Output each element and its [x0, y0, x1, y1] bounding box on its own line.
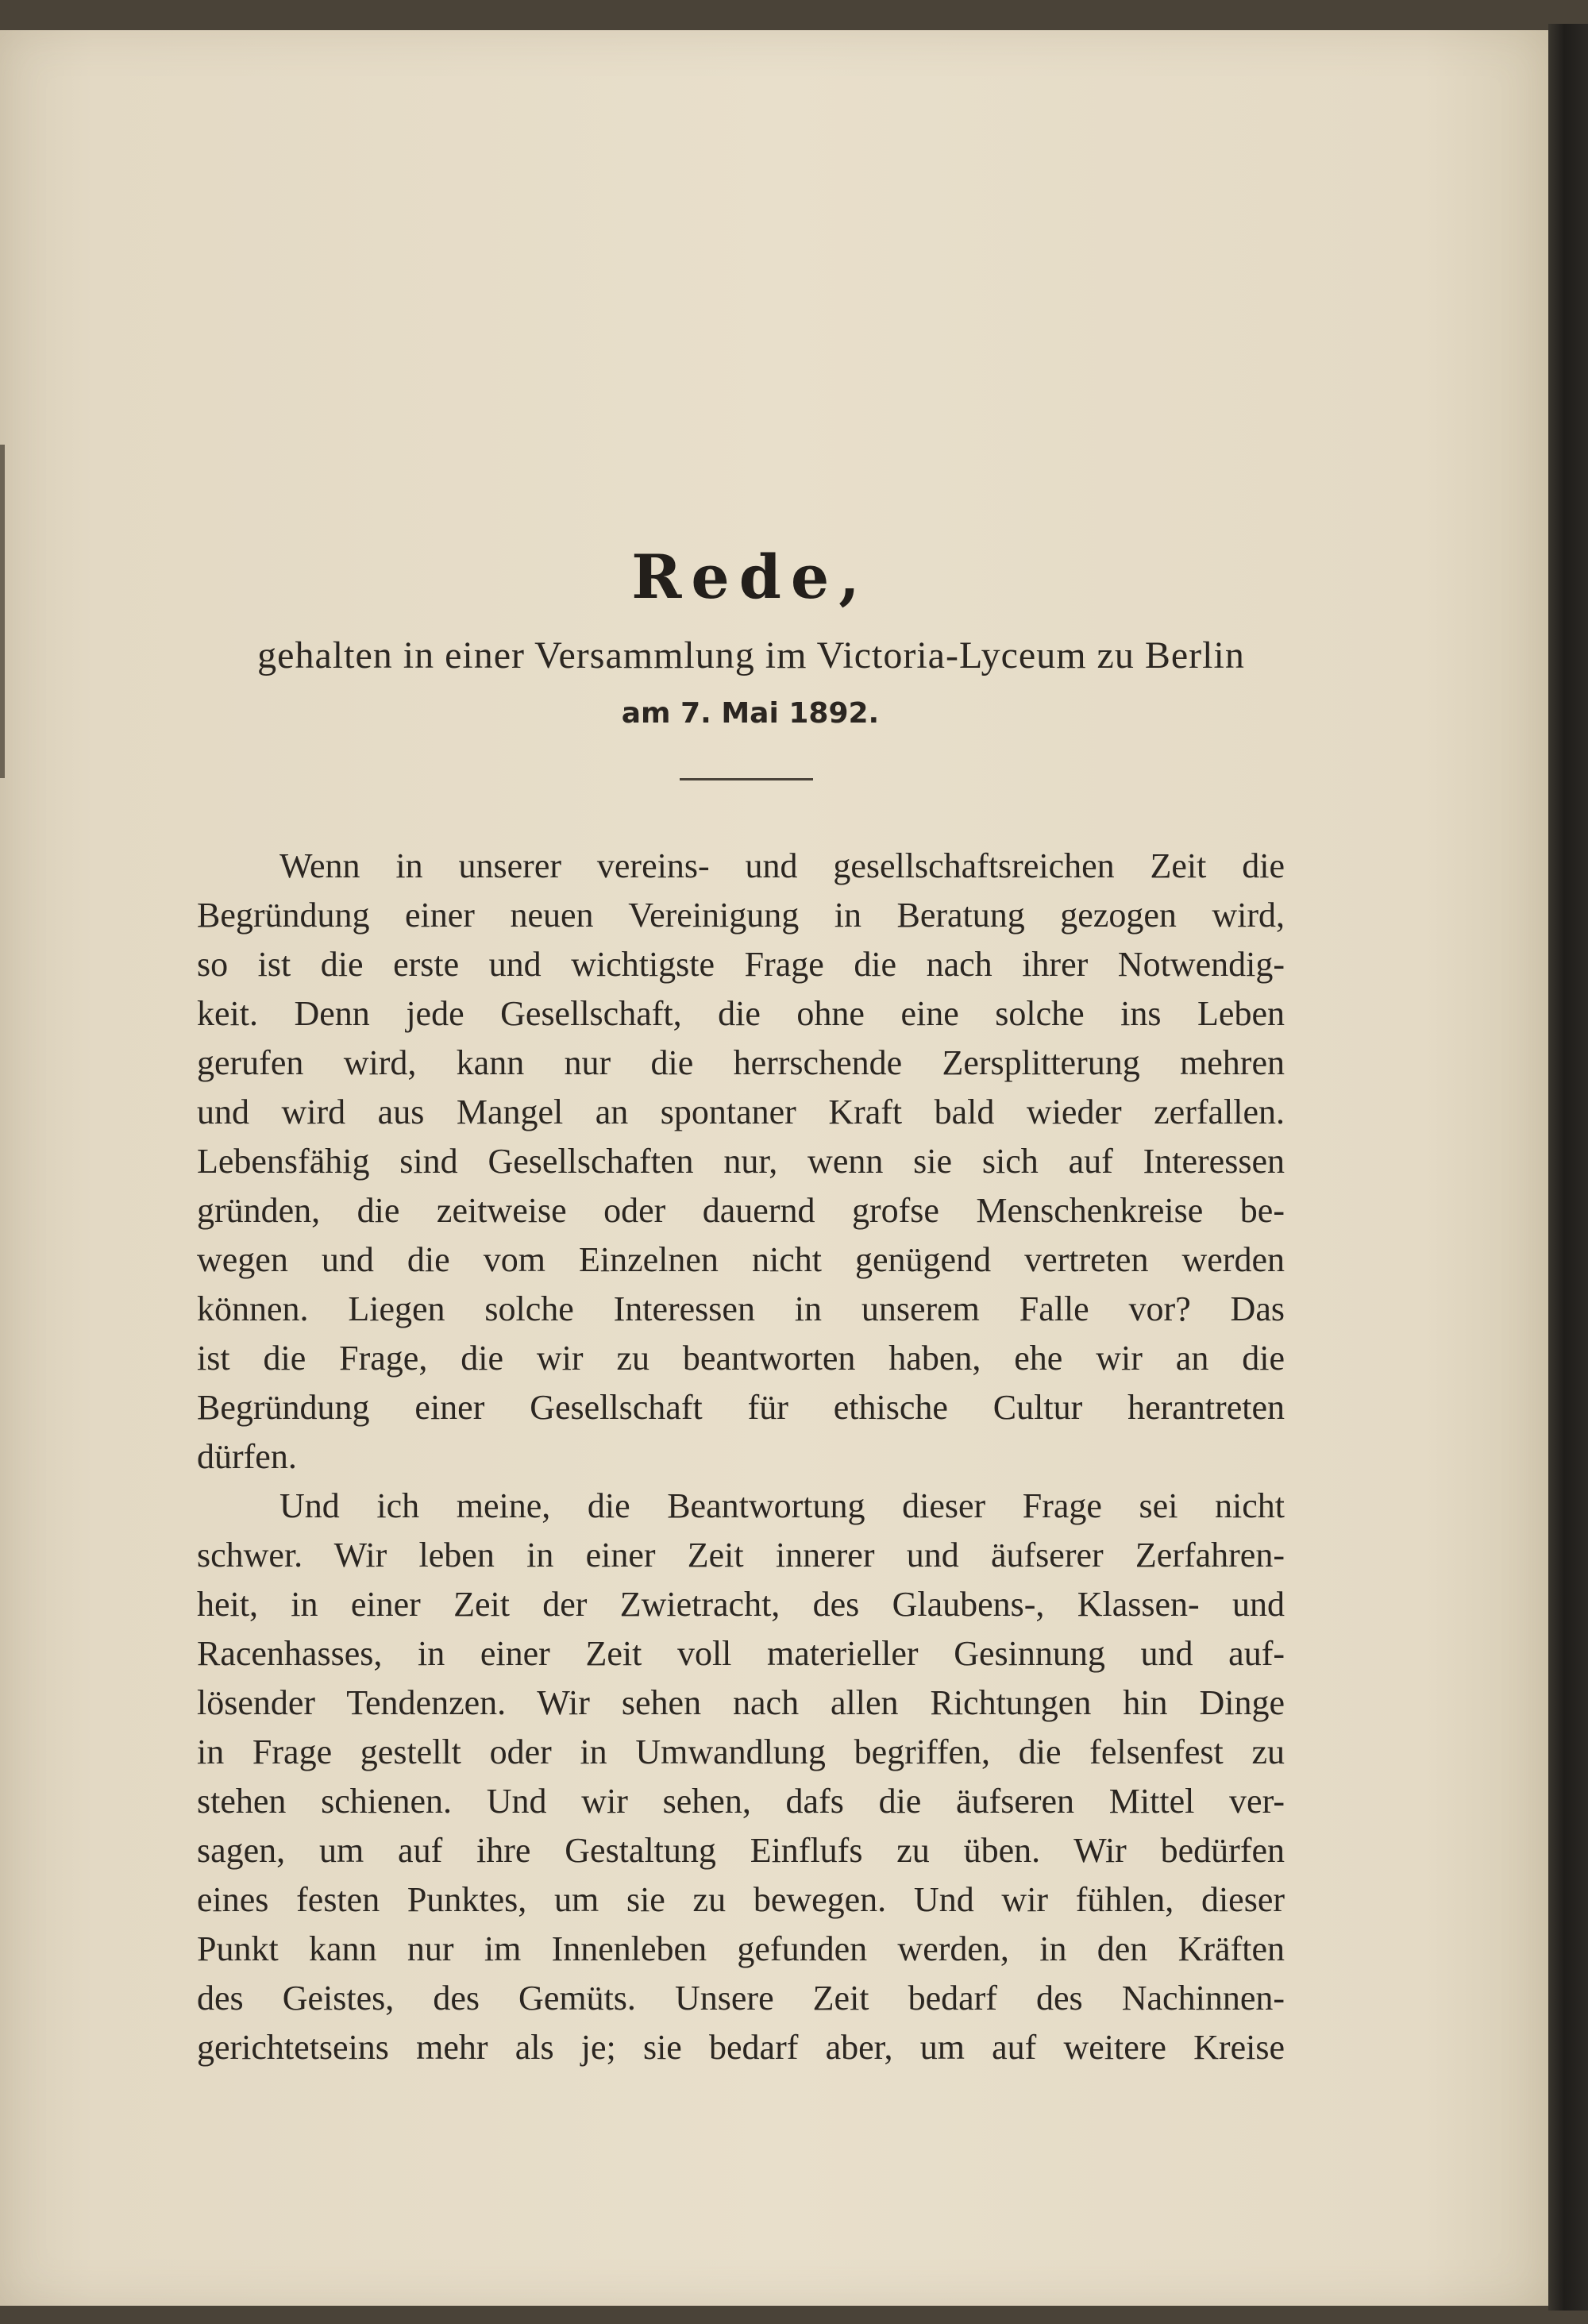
text-line: gerichtetseins mehr als je; sie bedarf aber, um auf weitere Kreise	[197, 2028, 1285, 2067]
paragraph-1	[197, 842, 1285, 1482]
text-line: Lebensfähig sind Gesellschaften nur, wenn sie sich auf Interessen	[197, 1142, 1285, 1181]
text-line: können. Liegen solche Interessen in unserem Falle vor? Das	[197, 1289, 1285, 1328]
text-line: in Frage gestellt oder in Umwandlung begriffen, die felsenfest zu	[197, 1732, 1285, 1771]
text-line: so ist die erste und wichtigste Frage die nach ihrer Notwendig-	[197, 945, 1285, 984]
text-line: und wird aus Mangel an spontaner Kraft bald wieder zerfallen.	[197, 1093, 1285, 1131]
page-title: Rede,	[631, 541, 869, 612]
text-line: Racenhasses, in einer Zeit voll materieller Gesinnung und auf-	[197, 1634, 1285, 1673]
text-line: keit. Denn jede Gesellschaft, die ohne eine solche ins Leben	[197, 994, 1285, 1033]
body-text	[197, 842, 1285, 2072]
text-line: heit, in einer Zeit der Zwietracht, des Glaubens-, Klassen- und	[197, 1585, 1285, 1624]
divider-rule	[680, 778, 813, 780]
page-subtitle: gehalten in einer Versammlung im Victoria-Lyceum zu Berlin	[257, 634, 1245, 676]
text-line: Und ich meine, die Beantwortung dieser Frage sei nicht	[279, 1486, 1285, 1525]
text-line: sagen, um auf ihre Gestaltung Einflufs zu üben. Wir bedürfen	[197, 1831, 1285, 1870]
text-line: gerufen wird, kann nur die herrschende Zersplitterung mehren	[197, 1043, 1285, 1082]
text-line: Begründung einer Gesellschaft für ethische Cultur herantreten	[197, 1388, 1285, 1427]
text-line: dürfen.	[197, 1437, 297, 1476]
text-line: stehen schienen. Und wir sehen, dafs die äufseren Mittel ver-	[197, 1782, 1285, 1821]
speech-date: am 7. Mai 1892.	[621, 697, 880, 730]
text-line: eines festen Punktes, um sie zu bewegen. Und wir fühlen, dieser	[197, 1880, 1285, 1919]
text-line: des Geistes, des Gemüts. Unsere Zeit bedarf des Nachinnen-	[197, 1979, 1285, 2018]
text-line: gründen, die zeitweise oder dauernd grofse Menschenkreise be-	[197, 1191, 1285, 1230]
text-line: wegen und die vom Einzelnen nicht genügend vertreten werden	[197, 1240, 1285, 1279]
paragraph-2	[197, 1482, 1285, 2072]
text-line: ist die Frage, die wir zu beantworten haben, ehe wir an die	[197, 1339, 1285, 1378]
text-line: lösender Tendenzen. Wir sehen nach allen Richtungen hin Dinge	[197, 1683, 1285, 1722]
text-line: Wenn in unserer vereins- und gesellschaftsreichen Zeit die	[279, 846, 1285, 885]
text-line: Begründung einer neuen Vereinigung in Beratung gezogen wird,	[197, 896, 1285, 935]
book-binding	[1548, 24, 1588, 2311]
text-line: Punkt kann nur im Innenleben gefunden werden, in den Kräften	[197, 1929, 1285, 1968]
text-line: schwer. Wir leben in einer Zeit innerer und äufserer Zerfahren-	[197, 1536, 1285, 1574]
